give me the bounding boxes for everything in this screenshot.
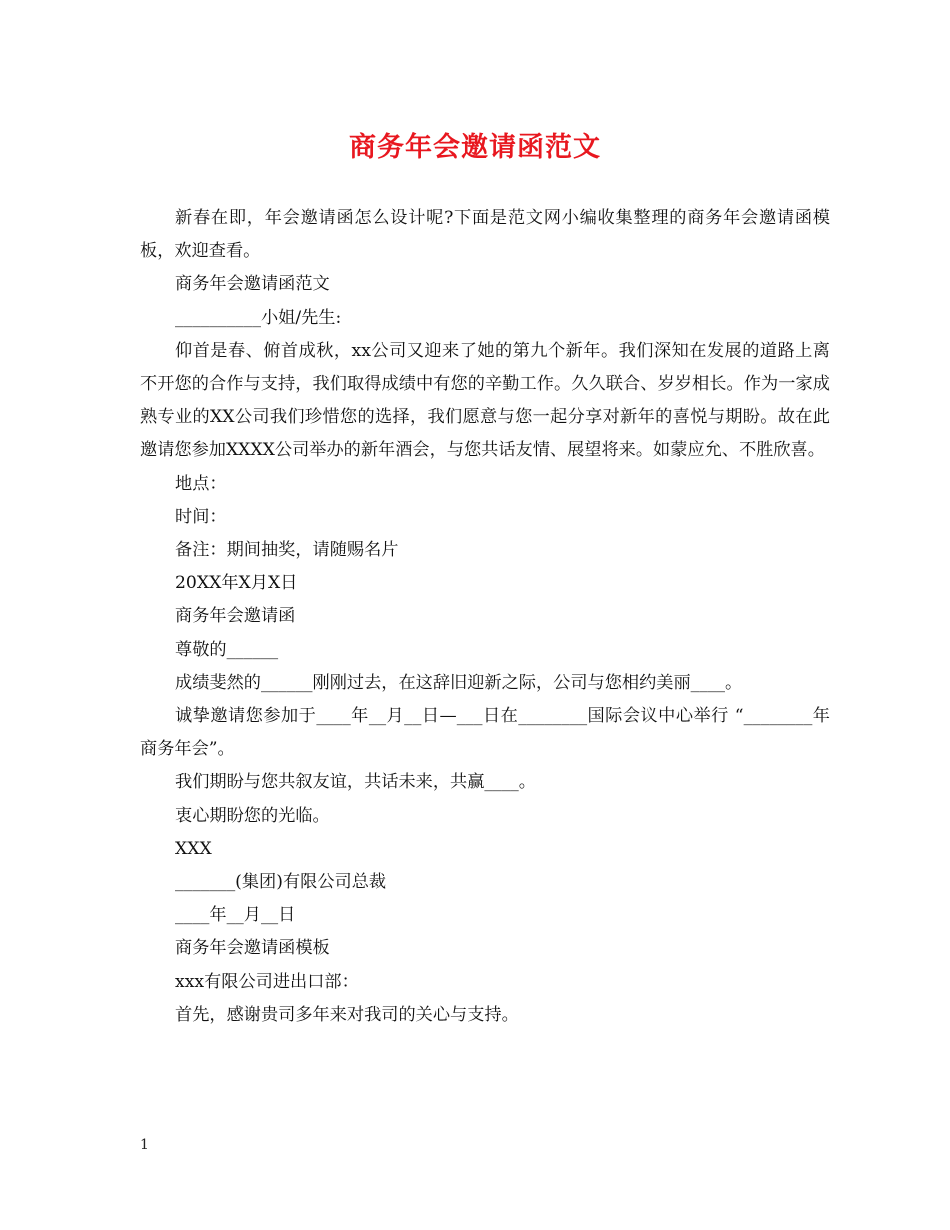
signature-date: ____年__月__日 bbox=[175, 905, 296, 926]
closing-line: 衷心期盼您的光临。 bbox=[175, 805, 330, 826]
body-line: 首先，感谢贵司多年来对我司的关心与支持。 bbox=[175, 1004, 519, 1025]
document-body bbox=[140, 202, 830, 1032]
salutation-line: __________小姐/先生: bbox=[175, 307, 342, 328]
salutation-line: 尊敬的______ bbox=[175, 639, 279, 660]
signature-name: XXX bbox=[175, 838, 212, 859]
document-title: 商务年会邀请函范文 bbox=[349, 132, 601, 163]
intro-paragraph: 新春在即，年会邀请函怎么设计呢?下面是范文网小编收集整理的商务年会邀请函模板，欢迎查看。 bbox=[140, 208, 830, 262]
section-heading: 商务年会邀请函 bbox=[175, 606, 296, 627]
location-line: 地点： bbox=[175, 473, 227, 494]
note-line: 备注：期间抽奖，请随赐名片 bbox=[175, 540, 399, 561]
section-heading: 商务年会邀请函模板 bbox=[175, 938, 330, 959]
body-line: 成绩斐然的______刚刚过去，在这辞旧迎新之际，公司与您相约美丽____。 bbox=[175, 672, 743, 693]
date-line: 20XX年X月X日 bbox=[175, 573, 298, 594]
section-heading: 商务年会邀请函范文 bbox=[175, 274, 330, 295]
recipient-line: xxx有限公司进出口部： bbox=[175, 971, 359, 992]
body-line: 我们期盼与您共叙友谊，共话未来，共赢____。 bbox=[175, 772, 536, 793]
time-line: 时间： bbox=[175, 506, 227, 527]
invitation-paragraph: 仰首是春、俯首成秋，xx公司又迎来了她的第九个新年。我们深知在发展的道路上离不开您的合作与支持，我们取得成绩中有您的辛勤工作。久久联合、岁岁相长。作为一家成熟专业的XX公司我们珍惜您的选择，我们愿意与您一起分享对新年的喜悦与期盼。故在此邀请您参加XXXX公司举办的新年酒会，与您共话友情、展望将来。如蒙应允、不胜欣喜。 bbox=[140, 340, 830, 461]
signature-title: _______(集团)有限公司总裁 bbox=[175, 872, 387, 893]
page-number: 1 bbox=[140, 1137, 149, 1153]
body-line: 诚挚邀请您参加于____年__月__日—___日在________国际会议中心举行 “________年商务年会”。 bbox=[140, 706, 830, 760]
